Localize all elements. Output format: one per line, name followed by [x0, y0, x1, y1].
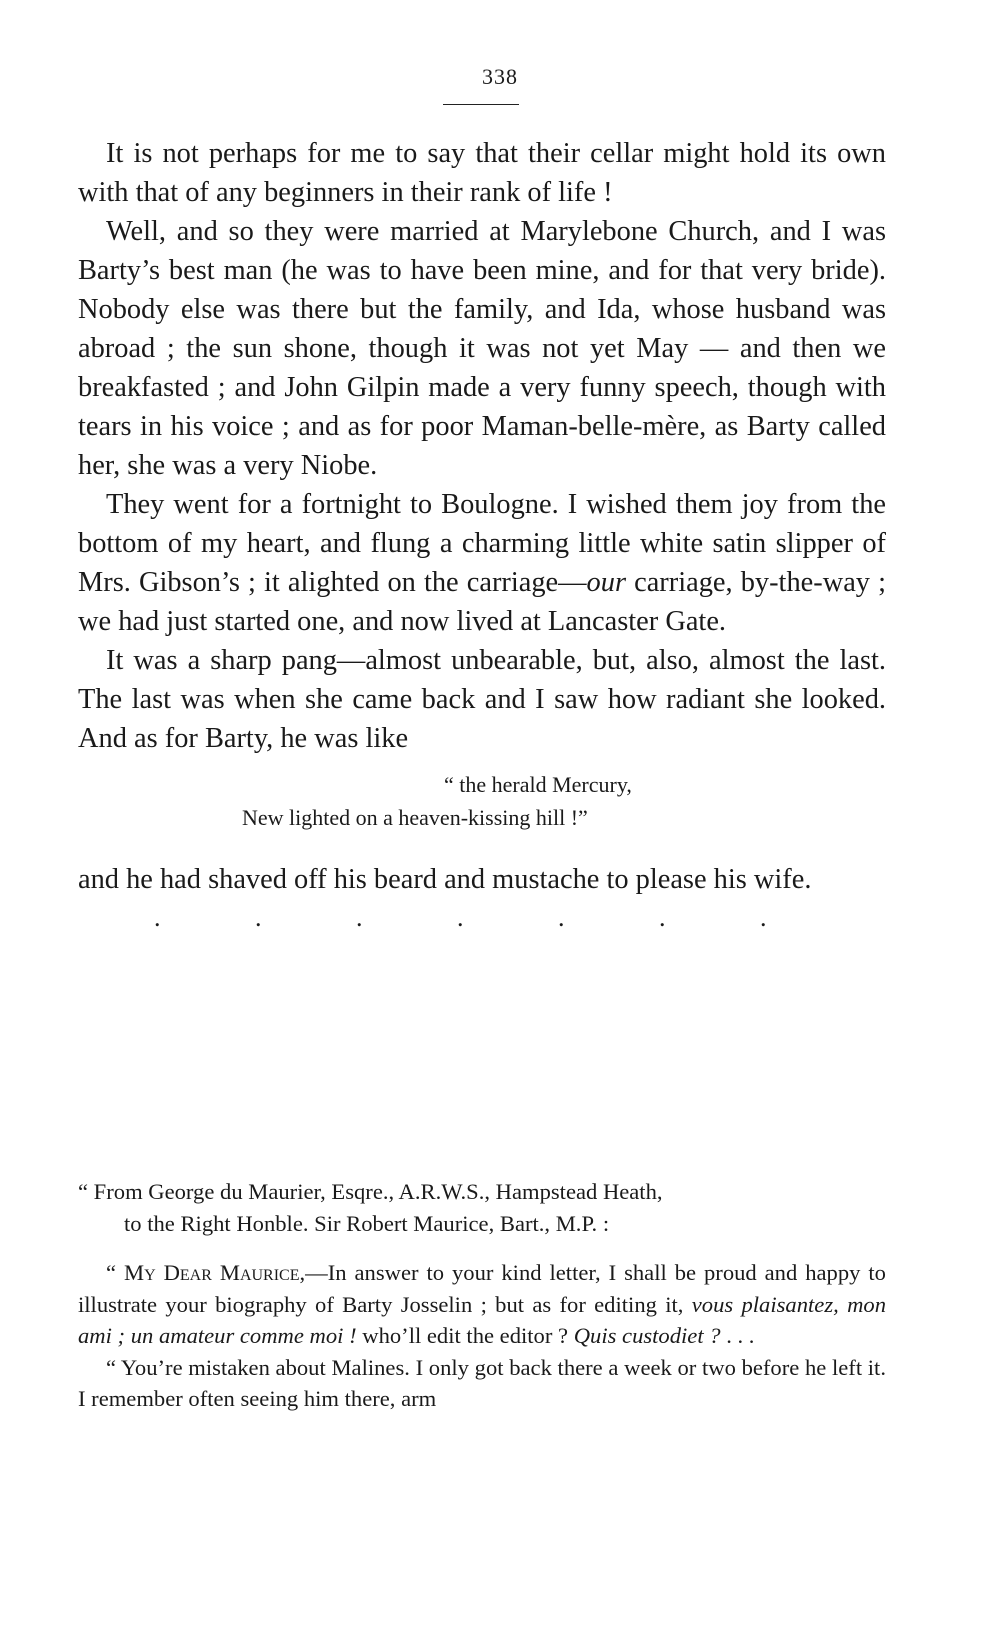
paragraph-3-text-c: carriage, by-the-way ; we had just started one, and now lived at Lancaster Gate.	[78, 567, 886, 637]
letter	[78, 1176, 886, 1415]
paragraph-4: It was a sharp pang—almost unbearable, but, also, almost the last. The last was when she came back and I saw how radiant she looked. And as for Barty, he was like	[78, 645, 886, 754]
letter-paragraph-2: “ You’re mistaken about Malines. I only got back there a week or two before he left it. I remember often seeing him there, arm	[78, 1354, 886, 1411]
letter-para-1-a: —In answer to your kind letter, I shall be proud and happy to illustrate your biography of Barty Josselin ; but as for editing it,	[78, 1260, 886, 1317]
letter-salutation: My Dear Maurice,	[123, 1260, 306, 1285]
verse-line-1: “ the herald Mercury,	[444, 772, 632, 797]
verse-line-2: New lighted on a heaven-kissing hill !”	[242, 805, 588, 830]
letter-paragraph-1	[78, 1257, 886, 1352]
letter-salutation-open: “	[106, 1260, 124, 1285]
paragraph-2: Well, and so they were married at Marylebone Church, and I was Barty’s best man (he was to have been mine, and for that very bride). Nobody else was there but the family, and Ida, whose husband was abroad ; the sun shone, though it was not yet May — and then we breakfasted ; and John Gilpin made a very funny speech, though with tears in his voice ; and as for poor Maman-belle-mère, as Barty called her, she was a very Niobe.	[78, 216, 886, 481]
letter-para-1-italic: vous plaisantez, mon ami ; un amateur comme moi !	[78, 1291, 886, 1348]
letter-para-1-b: who’ll edit the editor ?	[356, 1323, 574, 1348]
letter-para-1-c: . . .	[720, 1323, 755, 1348]
letter-heading-line-2: to the Right Honble. Sir Robert Maurice, Bart., M.P. :	[124, 1210, 610, 1236]
paragraph-5: and he had shaved off his beard and mustache to please his wife.	[78, 864, 812, 895]
paragraph-3-text-a: They went for a fortnight to Boulogne. I wished them joy from the bottom of my heart, and flung a charming little white satin slipper of Mrs. Gibson’s ; it alighted on the carriage—	[78, 489, 886, 598]
body-text	[78, 134, 886, 933]
paragraph-1: It is not perhaps for me to say that their cellar might hold its own with that of any beginners in their rank of life !	[78, 138, 886, 208]
verse-quote	[78, 768, 886, 834]
paragraph-3	[78, 485, 886, 641]
letter-para-1-italic-2: Quis custodiet ?	[573, 1323, 721, 1348]
section-break-dots: . . . . . . .	[154, 903, 767, 932]
header-rule	[443, 104, 519, 105]
letter-heading-line-1: “ From George du Maurier, Esqre., A.R.W.S., Hampstead Heath,	[78, 1179, 663, 1204]
page-number: 338	[482, 64, 518, 89]
paragraph-3-italic: our	[586, 567, 626, 598]
